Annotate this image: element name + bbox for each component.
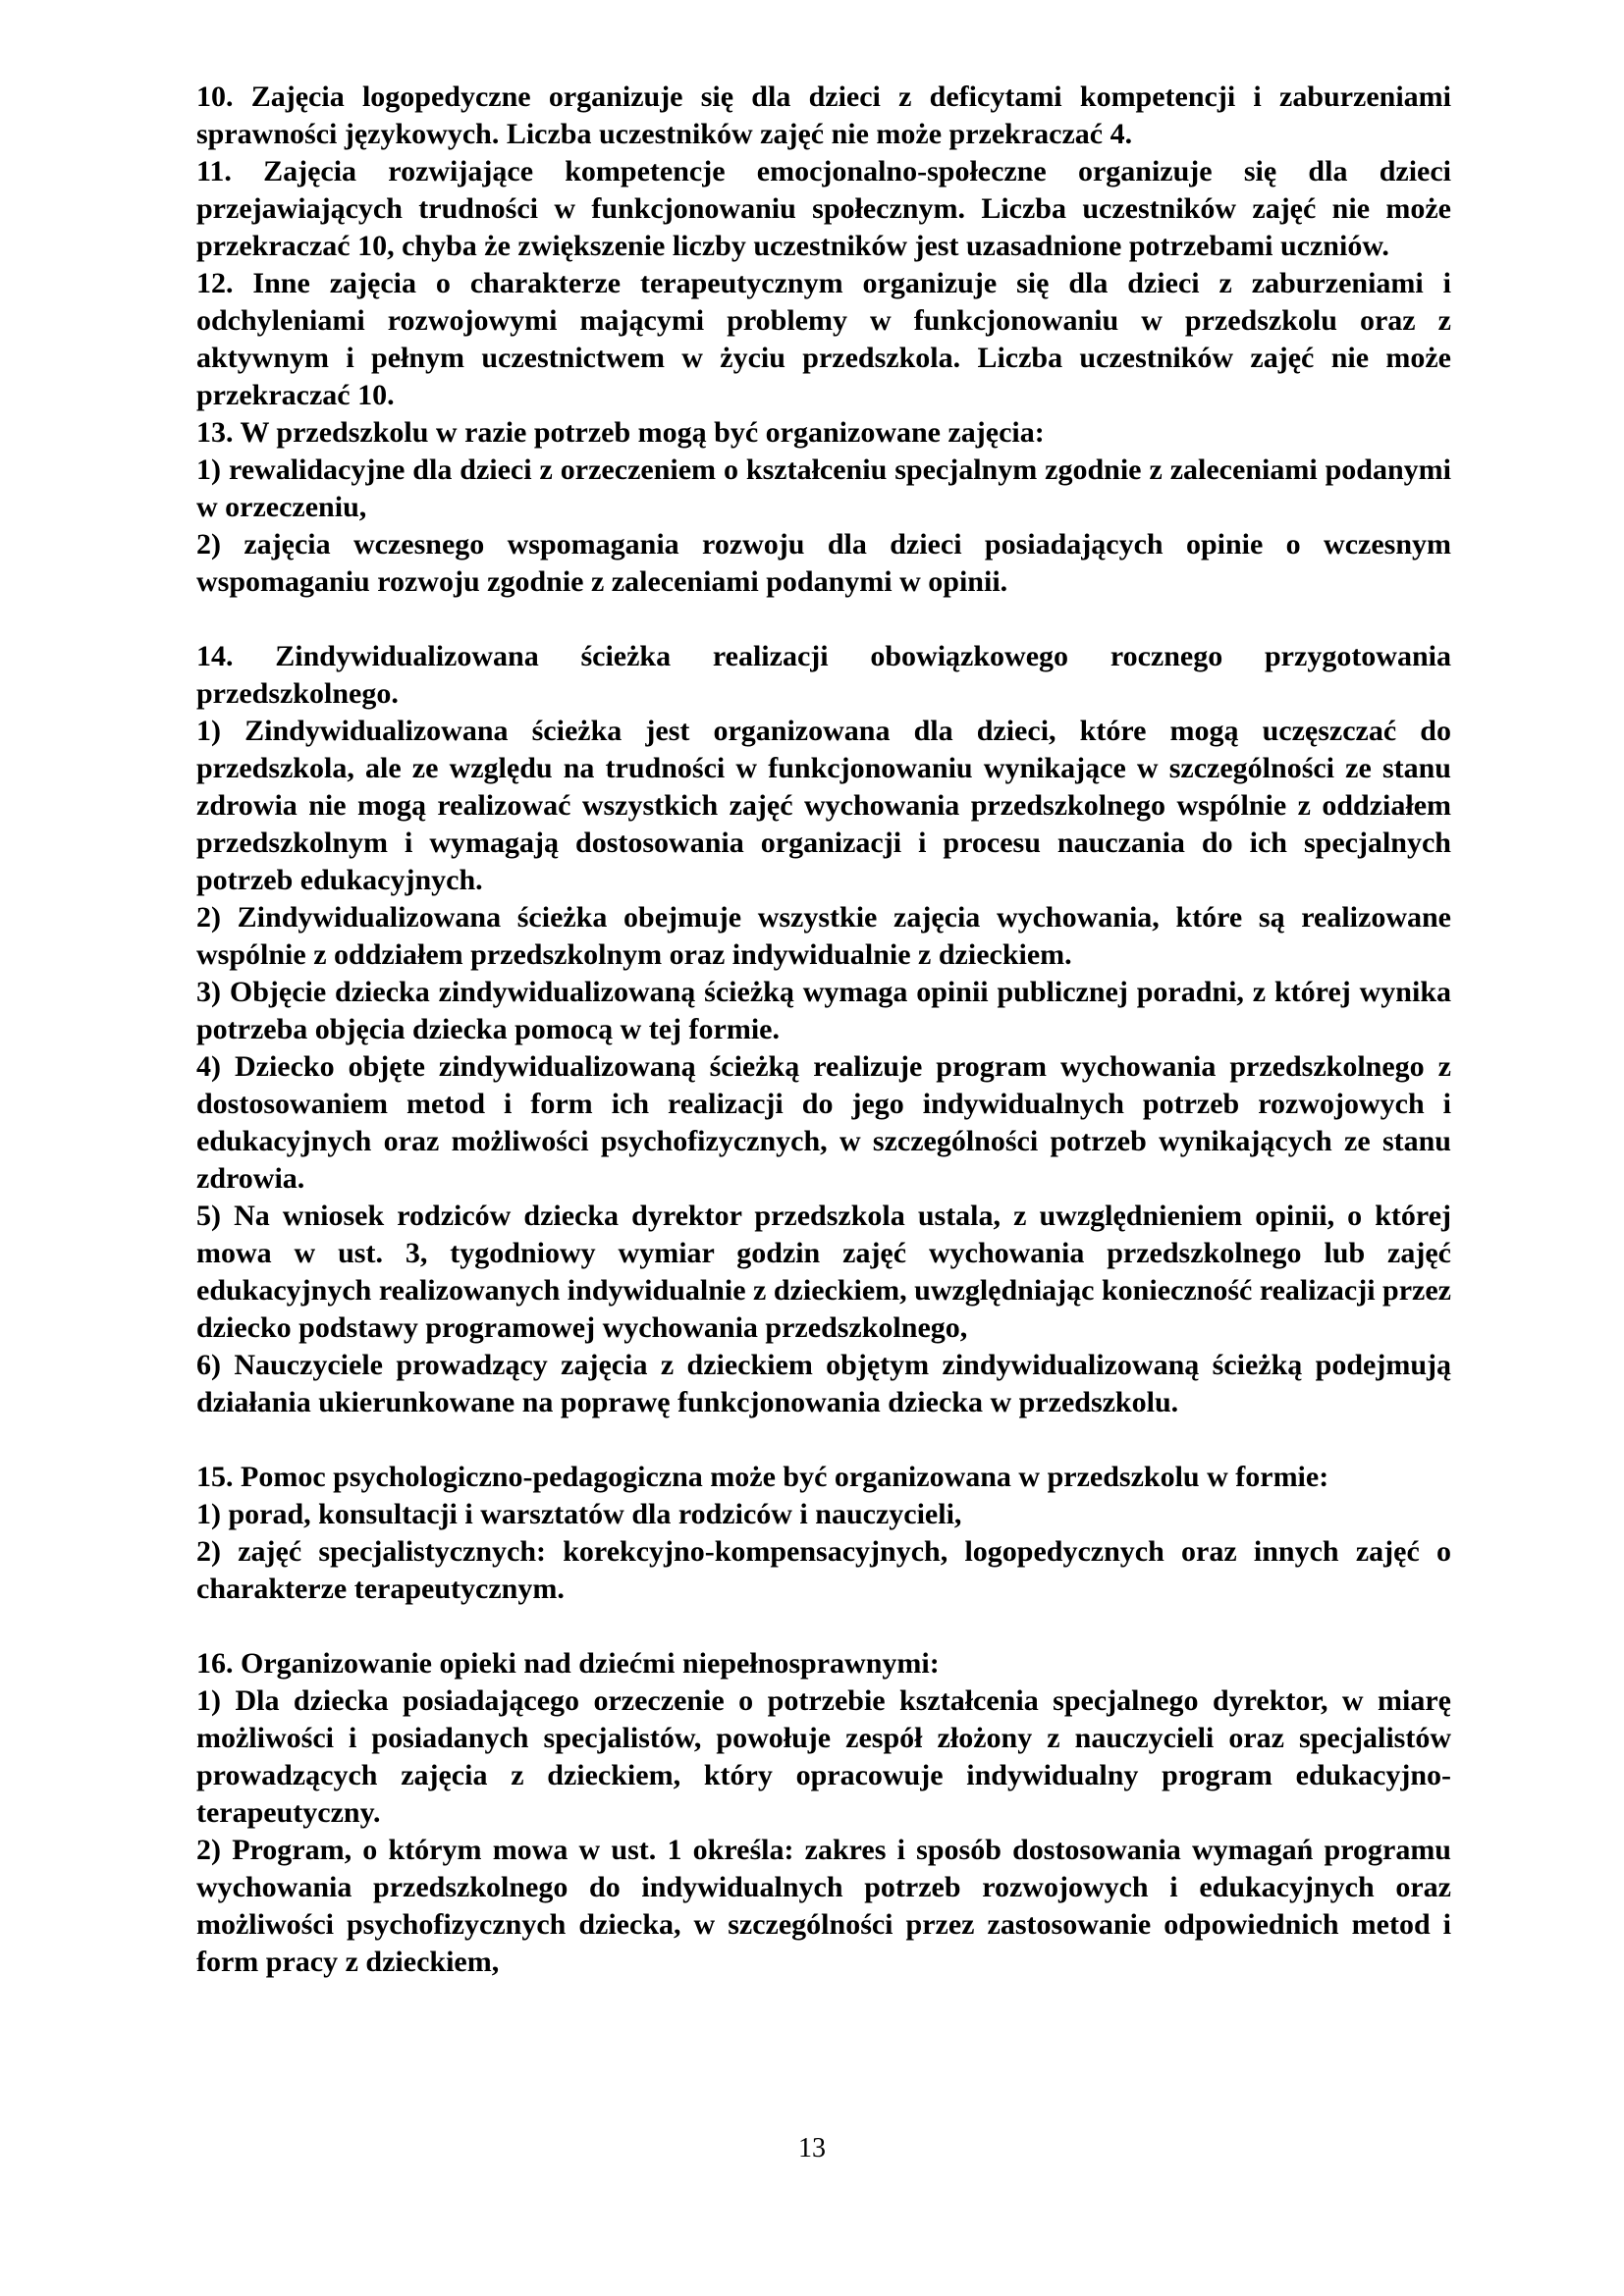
section-spacer [196, 1608, 1451, 1645]
paragraph-14-item-5: 5) Na wniosek rodziców dziecka dyrektor przedszkola ustala, z uwzględnieniem opinii, o której mowa w ust. 3, tygodniowy wymiar godzin zajęć wychowania przedszkolnego lub zajęć edukacyjnych realizowanych indywidualnie z dzieckiem, uwzględniając konieczność realizacji przez dziecko podstawy programowej wychowania przedszkolnego, [196, 1200, 1451, 1344]
paragraph-14-item-6: 6) Nauczyciele prowadzący zajęcia z dzieckiem objętym zindywidualizowaną ścieżką podejmują działania ukierunkowane na poprawę funkcjonowania dziecka w przedszkolu. [196, 1349, 1451, 1418]
paragraph-16-item-2: 2) Program, o którym mowa w ust. 1 określa: zakres i sposób dostosowania wymagań programu wychowania przedszkolnego do indywidualnych potrzeb rozwojowych i edukacyjnych oraz możliwości psychofizycznych dziecka, w szczególności przez zastosowanie odpowiednich metod i form pracy z dzieckiem, [196, 1834, 1451, 1978]
paragraph-15-item-2: 2) zajęć specjalistycznych: korekcyjno-kompensacyjnych, logopedycznych oraz innych zajęć o charakterze terapeutycznym. [196, 1535, 1451, 1605]
section-spacer [196, 1421, 1451, 1459]
paragraph-10: 10. Zajęcia logopedyczne organizuje się dla dzieci z deficytami kompetencji i zaburzeniami sprawności językowych. Liczba uczestników zajęć nie może przekraczać 4. [196, 80, 1451, 150]
section-spacer [196, 601, 1451, 638]
paragraph-16-item-1: 1) Dla dziecka posiadającego orzeczenie o potrzebie kształcenia specjalnego dyrektor, w miarę możliwości i posiadanych specjalistów, powołuje zespół złożony z nauczycieli oraz specjalistów prowadzących zajęcia z dzieckiem, który opracowuje indywidualny program edukacyjno-terapeutyczny. [196, 1684, 1451, 1829]
paragraph-13: 13. W przedszkolu w razie potrzeb mogą być organizowane zajęcia: [196, 416, 1045, 449]
paragraph-13-item-2: 2) zajęcia wczesnego wspomagania rozwoju dla dzieci posiadających opinie o wczesnym wspomaganiu rozwoju zgodnie z zaleceniami podanymi w opinii. [196, 528, 1451, 598]
paragraph-15-item-1: 1) porad, konsultacji i warsztatów dla rodziców i nauczycieli, [196, 1498, 962, 1530]
paragraph-14-item-4: 4) Dziecko objęte zindywidualizowaną ścieżką realizuje program wychowania przedszkolnego z dostosowaniem metod i form ich realizacji do jego indywidualnych potrzeb rozwojowych i edukacyjnych oraz możliwości psychofizycznych, w szczególności potrzeb wynikających ze stanu zdrowia. [196, 1050, 1451, 1195]
paragraph-15: 15. Pomoc psychologiczno-pedagogiczna może być organizowana w przedszkolu w formie: [196, 1461, 1329, 1493]
paragraph-14-item-3: 3) Objęcie dziecka zindywidualizowaną ścieżką wymaga opinii publicznej poradni, z której wynika potrzeba objęcia dziecka pomocą w tej formie. [196, 976, 1451, 1045]
paragraph-14: 14. Zindywidualizowana ścieżka realizacji obowiązkowego rocznego przygotowania przedszkolnego. [196, 640, 1451, 710]
paragraph-14-item-1: 1) Zindywidualizowana ścieżka jest organizowana dla dzieci, które mogą uczęszczać do przedszkola, ale ze względu na trudności w funkcjonowaniu wynikające w szczególności ze stanu zdrowia nie mogą realizować wszystkich zajęć wychowania przedszkolnego wspólnie z oddziałem przedszkolnym i wymagają dostosowania organizacji i procesu nauczania do ich specjalnych potrzeb edukacyjnych. [196, 715, 1451, 896]
paragraph-14-item-2: 2) Zindywidualizowana ścieżka obejmuje wszystkie zajęcia wychowania, które są realizowane wspólnie z oddziałem przedszkolnym oraz indywidualnie z dzieckiem. [196, 901, 1451, 971]
page-number: 13 [798, 2133, 826, 2163]
paragraph-12: 12. Inne zajęcia o charakterze terapeutycznym organizuje się dla dzieci z zaburzeniami i odchyleniami rozwojowymi mającymi problemy w funkcjonowaniu w przedszkolu oraz z aktywnym i pełnym uczestnictwem w życiu przedszkola. Liczba uczestników zajęć nie może przekraczać 10. [196, 267, 1451, 411]
paragraph-13-item-1: 1) rewalidacyjne dla dzieci z orzeczeniem o kształceniu specjalnym zgodnie z zaleceniami podanymi w orzeczeniu, [196, 454, 1451, 523]
paragraph-11: 11. Zajęcia rozwijające kompetencje emocjonalno-społeczne organizuje się dla dzieci przejawiających trudności w funkcjonowaniu społecznym. Liczba uczestników zajęć nie może przekraczać 10, chyba że zwiększenie liczby uczestników jest uzasadnione potrzebami uczniów. [196, 155, 1451, 262]
paragraph-16: 16. Organizowanie opieki nad dziećmi niepełnosprawnymi: [196, 1647, 940, 1680]
document-body [196, 79, 1451, 1981]
